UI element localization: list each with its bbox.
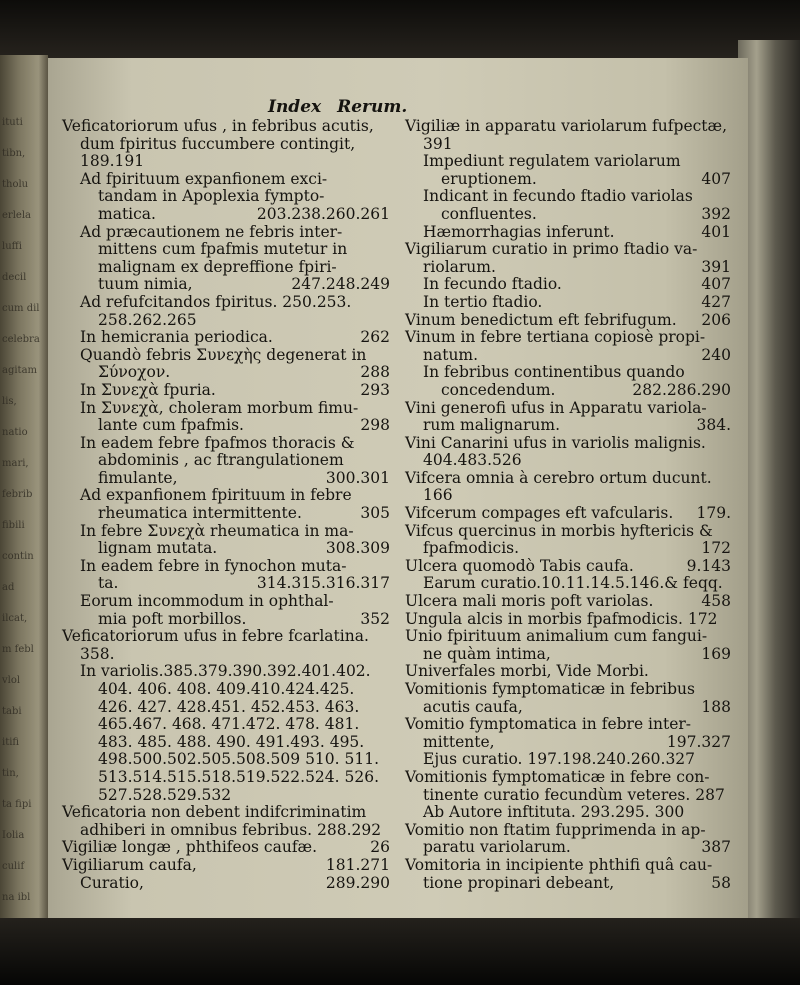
entry-text: 465.467. 468. 471.472. 478. 481.	[98, 715, 360, 734]
entry-text: 404.483.526	[423, 451, 522, 470]
entry-page-ref: 401	[701, 222, 731, 241]
index-entry	[405, 787, 731, 805]
entry-text: tione propinari debeant,	[423, 873, 615, 892]
entry-text: Impediunt regulatem variolarum	[423, 152, 681, 171]
index-entry	[62, 382, 390, 400]
adjacent-page-edge	[0, 55, 48, 925]
entry-text: Vifcera omnia à cerebro ortum ducunt.	[405, 468, 712, 487]
margin-fragment: na ibl	[2, 892, 31, 903]
index-entry	[405, 241, 731, 259]
entry-page-ref: 262	[360, 328, 390, 347]
entry-text: Quandò febris Συνεχὴς degenerat in	[80, 345, 367, 364]
margin-fragment: tholu	[2, 179, 29, 190]
entry-text: Ad refufcitandos fpiritus. 250.253.	[80, 292, 352, 311]
entry-page-ref: 407	[701, 169, 731, 188]
entry-page-ref: 282.286.290	[632, 380, 731, 399]
index-entry	[405, 417, 731, 435]
index-entry	[405, 611, 731, 629]
entry-page-ref: 352	[360, 609, 390, 628]
entry-text: Unio fpirituum animalium cum fangui-	[405, 627, 708, 646]
entry-text: Indicant in fecundo ftadio variolas	[423, 187, 693, 206]
index-entry	[62, 364, 390, 382]
entry-text: 483. 485. 488. 490. 491.493. 495.	[98, 732, 365, 751]
entry-text: rum malignarum.	[423, 416, 561, 435]
entry-page-ref: 384.	[696, 416, 731, 435]
index-entry	[405, 804, 731, 822]
entry-text: In variolis.385.379.390.392.401.402.	[80, 662, 371, 681]
entry-page-ref: 58	[711, 873, 731, 892]
entry-text: lante cum fpafmis.	[98, 416, 244, 435]
index-entry	[62, 681, 390, 699]
margin-fragment: tin,	[2, 768, 19, 779]
index-entry	[62, 875, 390, 893]
margin-fragment: agitam	[2, 365, 38, 376]
entry-page-ref: 26	[370, 838, 390, 857]
index-entry	[62, 224, 390, 242]
index-entry	[405, 347, 731, 365]
index-entry	[405, 558, 731, 576]
index-entry	[405, 188, 731, 206]
entry-text: adhiberi in omnibus febribus. 288.292	[80, 820, 382, 839]
index-entry	[405, 136, 731, 154]
entry-text: Eorum incommodum in ophthal-	[80, 592, 334, 611]
margin-fragment: ituti	[2, 117, 23, 128]
index-entry	[62, 857, 390, 875]
entry-text: 258.262.265	[98, 310, 197, 329]
index-entry	[62, 188, 390, 206]
entry-text: Vigiliæ in apparatu variolarum fufpectæ,	[405, 117, 728, 135]
entry-page-ref: 188	[701, 697, 731, 716]
index-entry	[62, 400, 390, 418]
index-entry	[62, 470, 390, 488]
index-entry	[405, 364, 731, 382]
entry-page-ref: 240	[701, 345, 731, 364]
entry-text: 498.500.502.505.508.509 510. 511.	[98, 750, 380, 769]
entry-text: Earum curatio.10.11.14.5.146.& feqq.	[423, 574, 723, 593]
entry-text: Vomitio non ftatim fupprimenda in ap-	[405, 820, 706, 839]
index-entry	[62, 435, 390, 453]
entry-page-ref: 169	[701, 644, 731, 663]
entry-text: Σύνοχον.	[98, 363, 171, 382]
entry-text: 166	[423, 486, 453, 505]
index-entry	[405, 681, 731, 699]
entry-page-ref: 247.248.249	[291, 275, 390, 294]
index-entry	[62, 611, 390, 629]
index-entry	[62, 540, 390, 558]
index-entry	[62, 417, 390, 435]
index-entry	[62, 699, 390, 717]
index-entry	[62, 628, 390, 646]
margin-fragment: lis,	[2, 396, 17, 407]
running-head-right: Rerum.	[337, 97, 408, 117]
entry-page-ref: 387	[701, 838, 731, 857]
entry-text: abdominis , ac ftrangulationem	[98, 451, 344, 470]
index-entry	[62, 593, 390, 611]
margin-fragment: culif	[2, 861, 25, 872]
index-entry	[62, 118, 390, 136]
index-entry	[62, 312, 390, 330]
margin-fragment: tibn,	[2, 148, 26, 159]
entry-text: Vinum in febre tertiana copiosè propi-	[405, 328, 706, 347]
index-entry	[405, 400, 731, 418]
entry-text: ne quàm intima,	[423, 644, 551, 663]
entry-text: Veficatoriorum ufus , in febribus acutis,	[62, 117, 374, 135]
entry-page-ref: 179.	[696, 504, 731, 523]
entry-text: Ungula alcis in morbis fpafmodicis. 172	[405, 609, 718, 628]
entry-text: fpafmodicis.	[423, 539, 520, 558]
index-entry	[62, 329, 390, 347]
index-column-left	[62, 118, 390, 892]
margin-fragment: luffi	[2, 241, 22, 252]
entry-text: In febre Συνεχὰ rheumatica in ma-	[80, 521, 354, 540]
margin-fragment: decil	[2, 272, 27, 283]
entry-text: Vini generofi ufus in Apparatu variola-	[405, 398, 707, 417]
margin-fragment: m febl	[2, 644, 34, 655]
margin-fragment: fibili	[2, 520, 25, 531]
entry-page-ref: 392	[701, 204, 731, 223]
entry-page-ref: 308.309	[325, 539, 390, 558]
entry-text: fimulante,	[98, 468, 178, 487]
entry-text: Vigiliæ longæ , phthifeos caufæ.	[62, 838, 318, 857]
entry-text: In fecundo ftadio.	[423, 275, 562, 294]
entry-text: dum fpiritus fuccumbere contingit,	[80, 134, 356, 153]
entry-page-ref: 314.315.316.317	[256, 574, 390, 593]
entry-text: Veficatoria non debent indifcriminatim	[62, 803, 367, 822]
entry-page-ref: 203.238.260.261	[256, 204, 390, 223]
index-entry	[62, 804, 390, 822]
index-entry	[405, 206, 731, 224]
index-entry	[405, 839, 731, 857]
index-entry	[62, 136, 390, 154]
index-entry	[405, 875, 731, 893]
entry-text: In Συνεχὰ fpuria.	[80, 380, 216, 399]
index-entry	[405, 487, 731, 505]
index-entry	[62, 646, 390, 664]
index-entry	[405, 751, 731, 769]
entry-text: Veficatoriorum ufus in febre fcarlatina.	[62, 627, 369, 646]
entry-page-ref: 206	[701, 310, 731, 329]
entry-text: mittente,	[423, 732, 495, 751]
index-entry	[62, 153, 390, 171]
entry-text: Vigiliarum caufa,	[62, 855, 197, 874]
index-entry	[62, 734, 390, 752]
index-entry	[405, 153, 731, 171]
margin-fragment: ta fipi	[2, 799, 32, 810]
margin-fragment: ilcat,	[2, 613, 28, 624]
index-entry	[62, 575, 390, 593]
index-entry	[405, 435, 731, 453]
entry-page-ref: 300.301	[325, 468, 390, 487]
index-entry	[405, 593, 731, 611]
entry-page-ref: 293	[360, 380, 390, 399]
entry-text: tandam in Apoplexia fympto-	[98, 187, 325, 206]
entry-text: confluentes.	[441, 204, 537, 223]
entry-text: Ad præcautionem ne febris inter-	[80, 222, 343, 241]
margin-fragment: Iolia	[2, 830, 25, 841]
entry-page-ref: 289.290	[325, 873, 390, 892]
entry-text: Vomitio fymptomatica in febre inter-	[405, 715, 692, 734]
index-entry	[405, 259, 731, 277]
entry-text: Vifcerum compages eft vafcularis.	[405, 504, 674, 523]
index-entry	[62, 839, 390, 857]
index-entry	[405, 470, 731, 488]
margin-fragment: ad	[2, 582, 15, 593]
index-entry	[62, 487, 390, 505]
index-entry	[62, 505, 390, 523]
index-entry	[62, 241, 390, 259]
index-entry	[62, 822, 390, 840]
entry-text: In tertio ftadio.	[423, 292, 543, 311]
index-entry	[405, 382, 731, 400]
margin-fragment: cum dil	[2, 303, 40, 314]
running-head	[268, 97, 417, 117]
entry-text: Vifcus quercinus in morbis hyftericis &	[405, 521, 713, 540]
index-entry	[62, 294, 390, 312]
index-entry	[62, 259, 390, 277]
entry-text: In eadem febre fpafmos thoracis &	[80, 433, 355, 452]
entry-page-ref: 172	[701, 539, 731, 558]
entry-page-ref: 298	[360, 416, 390, 435]
entry-text: 404. 406. 408. 409.410.424.425.	[98, 680, 355, 698]
running-head-left: Index	[268, 97, 322, 117]
entry-text: Ad fpirituum expanfionem exci-	[80, 169, 328, 188]
entry-text: Ejus curatio. 197.198.240.260.327	[423, 750, 696, 769]
entry-text: 358.	[80, 644, 115, 663]
entry-text: Curatio,	[80, 873, 144, 892]
entry-text: Ab Autore inftituta. 293.295. 300	[423, 803, 685, 822]
entry-text: natum.	[423, 345, 479, 364]
index-entry	[405, 716, 731, 734]
entry-text: Ad expanfionem fpirituum in febre	[80, 486, 352, 505]
entry-text: 426. 427. 428.451. 452.453. 463.	[98, 697, 360, 716]
index-entry	[405, 312, 731, 330]
entry-text: Vomitionis fymptomaticæ in febre con-	[405, 767, 710, 786]
index-entry	[405, 523, 731, 541]
entry-text: lignam mutata.	[98, 539, 218, 558]
entry-text: Ulcera mali moris poft variolas.	[405, 592, 654, 611]
entry-page-ref: 197.327	[666, 732, 731, 751]
entry-text: paratu variolarum.	[423, 838, 571, 857]
bottom-shadow	[0, 918, 800, 985]
entry-text: Hæmorrhagias inferunt.	[423, 222, 615, 241]
index-entry	[405, 822, 731, 840]
index-entry	[405, 505, 731, 523]
index-entry	[62, 663, 390, 681]
entry-text: mia poft morbillos.	[98, 609, 247, 628]
index-entry	[62, 751, 390, 769]
entry-page-ref: 305	[360, 504, 390, 523]
index-entry	[405, 540, 731, 558]
index-entry	[62, 171, 390, 189]
entry-page-ref: 427	[701, 292, 731, 311]
entry-text: riolarum.	[423, 257, 496, 276]
entry-text: In eadem febre in fynochon muta-	[80, 556, 347, 575]
entry-text: Univerfales morbi, Vide Morbi.	[405, 662, 649, 681]
entry-text: tinente curatio fecundùm veteres. 287	[423, 785, 725, 804]
index-entry	[62, 558, 390, 576]
entry-page-ref: 9.143	[686, 556, 731, 575]
index-entry	[405, 646, 731, 664]
margin-fragment: erlela	[2, 210, 31, 221]
index-entry	[62, 452, 390, 470]
entry-text: concedendum.	[441, 380, 556, 399]
entry-text: tuum nimia,	[98, 275, 193, 294]
index-entry	[405, 118, 731, 136]
entry-text: acutis caufa,	[423, 697, 523, 716]
entry-page-ref: 458	[701, 592, 731, 611]
index-entry	[405, 628, 731, 646]
index-entry	[405, 329, 731, 347]
entry-text: 189.191	[80, 152, 145, 171]
index-entry	[405, 663, 731, 681]
entry-text: malignam ex depreffione fpiri-	[98, 257, 337, 276]
index-entry	[405, 452, 731, 470]
margin-fragment: mari,	[2, 458, 29, 469]
index-entry	[62, 276, 390, 294]
index-entry	[405, 276, 731, 294]
index-entry	[405, 575, 731, 593]
index-entry	[62, 769, 390, 787]
index-entry	[405, 171, 731, 189]
entry-text: mittens cum fpafmis mutetur in	[98, 240, 348, 259]
entry-text: Vigiliarum curatio in primo ftadio va-	[405, 240, 698, 259]
entry-text: matica.	[98, 204, 156, 223]
margin-fragment: vlol	[2, 675, 21, 686]
margin-fragment: tabi	[2, 706, 22, 717]
entry-text: In febribus continentibus quando	[423, 363, 685, 382]
entry-text: rheumatica intermittente.	[98, 504, 302, 523]
index-entry	[405, 699, 731, 717]
margin-fragment: natio	[2, 427, 28, 438]
index-entry	[405, 734, 731, 752]
entry-page-ref: 391	[701, 257, 731, 276]
index-entry	[405, 224, 731, 242]
entry-text: Vinum benedictum eft febrifugum.	[405, 310, 677, 329]
index-entry	[62, 716, 390, 734]
entry-text: 513.514.515.518.519.522.524. 526.	[98, 767, 380, 786]
index-entry	[62, 787, 390, 805]
margin-fragment: contin	[2, 551, 34, 562]
entry-text: Vini Canarini ufus in variolis malignis.	[405, 433, 706, 452]
entry-text: eruptionem.	[441, 169, 537, 188]
entry-text: ta.	[98, 574, 119, 593]
entry-text: Vomitionis fymptomaticæ in febribus	[405, 680, 695, 698]
index-entry	[405, 294, 731, 312]
entry-text: 391	[423, 134, 453, 153]
index-entry	[62, 523, 390, 541]
margin-fragment: febrib	[2, 489, 33, 500]
margin-fragment: itifi	[2, 737, 20, 748]
index-entry	[405, 857, 731, 875]
entry-text: In hemicrania periodica.	[80, 328, 273, 347]
index-entry	[405, 769, 731, 787]
margin-fragment: celebra	[2, 334, 40, 345]
entry-page-ref: 181.271	[325, 855, 390, 874]
entry-page-ref: 288	[360, 363, 390, 382]
entry-text: Vomitoria in incipiente phthifi quâ cau-	[405, 855, 713, 874]
entry-page-ref: 407	[701, 275, 731, 294]
index-entry	[62, 206, 390, 224]
index-entry	[62, 347, 390, 365]
index-column-right	[405, 118, 731, 892]
entry-text: In Συνεχὰ, choleram morbum fimu-	[80, 398, 359, 417]
entry-text: Ulcera quomodò Tabis caufa.	[405, 556, 634, 575]
entry-text: 527.528.529.532	[98, 785, 232, 804]
